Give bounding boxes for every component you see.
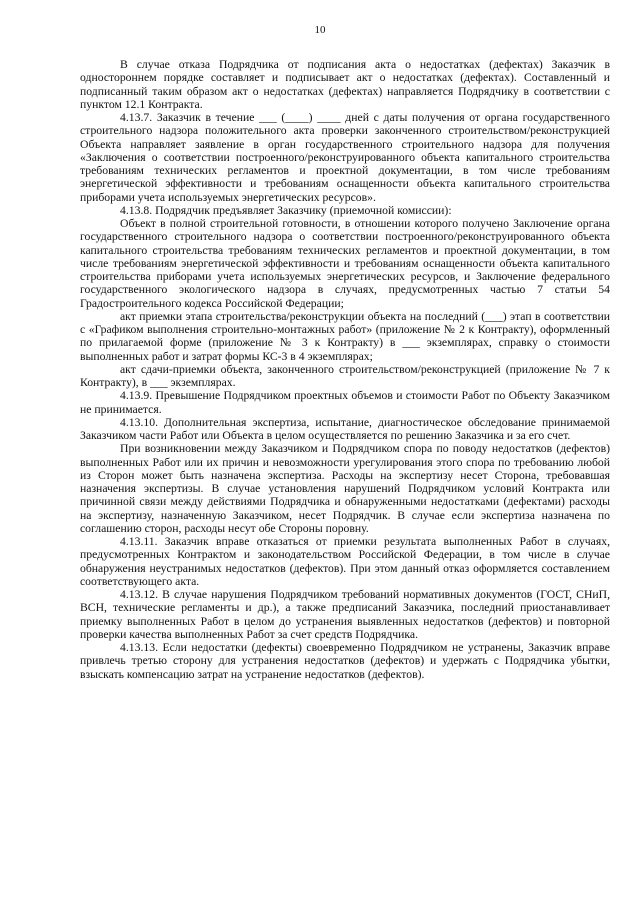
paragraph-4-13-12: 4.13.12. В случае нарушения Подрядчиком требований нормативных документов (ГОСТ, СНиП, ВСН, технические регламенты и др.), а также предписаний Заказчика, последний приостанавливает приемку выполненных Работ в целом до устранения выявленных недостатков (дефектов) и повторной проверки качества выполненных Работ за счет средств Подрядчика. (80, 588, 610, 641)
paragraph-4-13-13: 4.13.13. Если недостатки (дефекты) своевременно Подрядчиком не устранены, Заказчик вправе привлечь третью сторону для устранения недостатков (дефектов) и удержать с Подрядчика убытки, взыскать компенсацию затрат на устранение недостатков (дефектов). (80, 641, 610, 681)
paragraph-refusal-act: В случае отказа Подрядчика от подписания акта о недостатках (дефектах) Заказчик в одностороннем порядке составляет и подписывает акт о недостатках (дефектах). Составленный и подписанный таким образом акт о недостатках (дефектах) направляется Подрядчику в соответствии с пунктом 12.1 Контракта. (80, 58, 610, 111)
paragraph-object-readiness: Объект в полной строительной готовности, в отношении которого получено Заключение органа государственного строительного надзора о соответствии построенного/реконструированного объекта капитального строительства требованиям технических регламентов и проектной документации, в том числе требованиям энергетической эффективности и требованиям оснащенности объекта капитального строительства приборами учета используемых энергетических ресурсов, и Заключение федерального государственного экологического надзора в случаях, предусмотренных частью 7 статьи 54 Градостроительного кодекса Российской Федерации; (80, 217, 610, 310)
paragraph-stage-acceptance-act: акт приемки этапа строительства/реконструкции объекта на последний (___) этап в соответствии с «Графиком выполнения строительно-монтажных работ» (приложение № 2 к Контракту), оформленный по прилагаемой форме (приложение № 3 к Контракту) в ___ экземплярах, справку о стоимости выполненных работ и затрат формы КС-3 в 4 экземплярах; (80, 309, 610, 363)
page-number: 10 (314, 24, 326, 36)
paragraph-expertise-dispute: При возникновении между Заказчиком и Подрядчиком спора по поводу недостатков (дефектов) выполненных Работ или их причин и невозможности урегулирования этого спора по требованию любой из Сторон может быть назначена экспертиза. Расходы на экспертизу несет Сторона, требовавшая назначения экспертизы. В случае установления нарушений Подрядчиком условий Контракта или причинной связи между действиями Подрядчика и обнаруженными недостатками (дефектами) расходы на экспертизу, назначенную Заказчиком, несет Подрядчик. В случае если экспертиза назначена по соглашению сторон, расходы несут обе Стороны поровну. (80, 442, 610, 535)
paragraph-4-13-8: 4.13.8. Подрядчик предъявляет Заказчику (приемочной комиссии): (120, 203, 452, 217)
paragraph-4-13-11: 4.13.11. Заказчик вправе отказаться от приемки результата выполненных Работ в случаях, предусмотренных Контрактом и законодательством Российской Федерации, в том числе в случае обнаружения неустранимых недостатков (дефектов). При этом данный отказ оформляется составлением соответствующего акта. (80, 535, 610, 588)
paragraph-handover-act: акт сдачи-приемки объекта, законченного строительством/реконструкцией (приложение № 7 к Контракту), в ___ экземплярах. (80, 362, 610, 389)
paragraph-4-13-7: 4.13.7. Заказчик в течение ___ (____) ____ дней с даты получения от органа государственного строительного надзора положительного акта проверки законченного строительством/реконструкцией Объекта направляет заявление в орган государственного строительного надзора для получения «Заключения о соответствии построенного/реконструированного объекта капитального строительства требованиям технических регламентов и проектной документации, в том числе требованиям энергетической эффективности и требованиям оснащенности объекта капитального строительства приборами учета используемых энергетических ресурсов». (80, 111, 610, 204)
document-body (80, 58, 610, 681)
paragraph-4-13-10: 4.13.10. Дополнительная экспертиза, испытание, диагностическое обследование принимаемой Заказчиком части Работ или Объекта в целом осуществляется по решению Заказчика и за его счет. (80, 415, 610, 442)
paragraph-4-13-9: 4.13.9. Превышение Подрядчиком проектных объемов и стоимости Работ по Объекту Заказчиком не принимается. (80, 389, 610, 416)
